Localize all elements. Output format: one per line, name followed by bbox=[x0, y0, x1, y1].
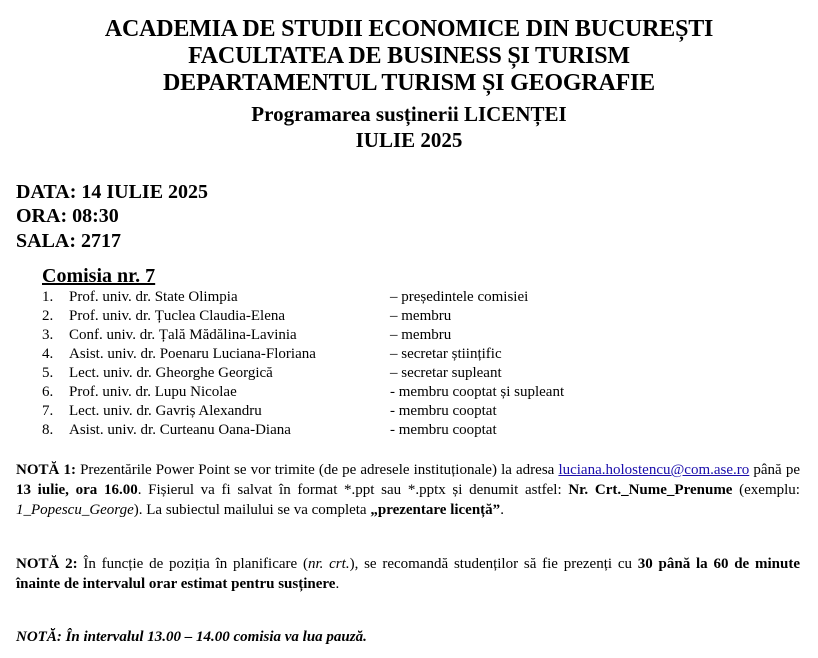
email-link[interactable]: luciana.holostencu@com.ase.ro bbox=[558, 462, 750, 478]
member-name: Lect. univ. dr. Gavriș Alexandru bbox=[69, 403, 262, 419]
member-number: 3. bbox=[42, 327, 54, 343]
note-text: ). La subiectul mailului se va completa bbox=[133, 502, 371, 518]
member-name: Asist. univ. dr. Curteanu Oana-Diana bbox=[69, 422, 291, 438]
note-text: ), se recomandă studenților să fie prezenți cu bbox=[349, 556, 638, 572]
note-text: (exemplu: bbox=[732, 482, 800, 498]
order-number-ref: nr. crt. bbox=[307, 556, 350, 572]
member-role: – secretar științific bbox=[390, 346, 502, 362]
department-name: DEPARTAMENTUL TURISM ȘI GEOGRAFIE bbox=[163, 70, 655, 96]
member-name: Lect. univ. dr. Gheorghe Georgică bbox=[69, 365, 273, 381]
member-role: – membru bbox=[390, 327, 452, 343]
document-period: IULIE 2025 bbox=[355, 128, 463, 152]
member-number: 5. bbox=[42, 365, 54, 381]
member-number: 8. bbox=[42, 422, 54, 438]
exam-date: DATA: 14 IULIE 2025 bbox=[16, 181, 209, 203]
note-text: . Fișierul va fi salvat în format *.ppt sau *.pptx și denumit astfel: bbox=[137, 482, 569, 498]
note-text: . bbox=[335, 576, 340, 592]
file-name-format: Nr. Crt._Nume_Prenume bbox=[568, 482, 733, 498]
exam-time: ORA: 08:30 bbox=[16, 205, 119, 227]
member-row bbox=[0, 288, 818, 307]
note-label: NOTĂ 2: bbox=[16, 556, 78, 572]
member-row bbox=[0, 364, 818, 383]
member-name: Asist. univ. dr. Poenaru Luciana-Floriana bbox=[69, 346, 316, 362]
file-name-example: 1_Popescu_George bbox=[16, 502, 134, 518]
member-role: – membru bbox=[390, 308, 452, 324]
member-name: Conf. univ. dr. Țală Mădălina-Lavinia bbox=[69, 327, 297, 343]
note-break: NOTĂ: În intervalul 13.00 – 14.00 comisia va lua pauză. bbox=[16, 629, 367, 645]
member-name: Prof. univ. dr. Lupu Nicolae bbox=[69, 384, 237, 400]
mail-subject: „prezentare licență” bbox=[370, 502, 501, 518]
note-text: până pe bbox=[749, 462, 800, 478]
member-row bbox=[0, 345, 818, 364]
member-row bbox=[0, 326, 818, 345]
note-arrival bbox=[16, 554, 800, 594]
note-text: Prezentările Power Point se vor trimite (de pe adresele instituționale) la adresa bbox=[75, 462, 559, 478]
faculty-name: FACULTATEA DE BUSINESS ȘI TURISM bbox=[188, 43, 630, 69]
member-number: 2. bbox=[42, 308, 54, 324]
member-role: - membru cooptat și supleant bbox=[390, 384, 565, 400]
member-role: – secretar supleant bbox=[390, 365, 502, 381]
document-title: Programarea susținerii LICENȚEI bbox=[251, 102, 567, 126]
commission-title: Comisia nr. 7 bbox=[42, 265, 156, 287]
note-text: În funcție de poziția în planificare ( bbox=[77, 556, 308, 572]
note-presentations bbox=[16, 460, 800, 520]
note-label: NOTĂ 1: bbox=[16, 462, 76, 478]
member-row bbox=[0, 421, 818, 440]
member-number: 7. bbox=[42, 403, 54, 419]
institution-name: ACADEMIA DE STUDII ECONOMICE DIN BUCUREȘTI bbox=[104, 16, 714, 42]
member-name: Prof. univ. dr. Țuclea Claudia-Elena bbox=[69, 308, 286, 324]
deadline: 13 iulie, ora 16.00 bbox=[16, 482, 138, 498]
member-number: 1. bbox=[42, 289, 54, 305]
member-row bbox=[0, 402, 818, 421]
member-name: Prof. univ. dr. State Olimpia bbox=[69, 289, 238, 305]
member-role: - membru cooptat bbox=[390, 422, 497, 438]
member-number: 4. bbox=[42, 346, 54, 362]
member-number: 6. bbox=[42, 384, 54, 400]
note-text: . bbox=[500, 502, 504, 518]
member-row bbox=[0, 307, 818, 326]
arrival-interval: 30 până la 60 de minute înainte de intervalul orar estimat pentru susținere bbox=[16, 556, 800, 592]
member-row bbox=[0, 383, 818, 402]
member-role: - membru cooptat bbox=[390, 403, 497, 419]
exam-room: SALA: 2717 bbox=[16, 230, 122, 252]
member-role: – președintele comisiei bbox=[390, 289, 529, 305]
